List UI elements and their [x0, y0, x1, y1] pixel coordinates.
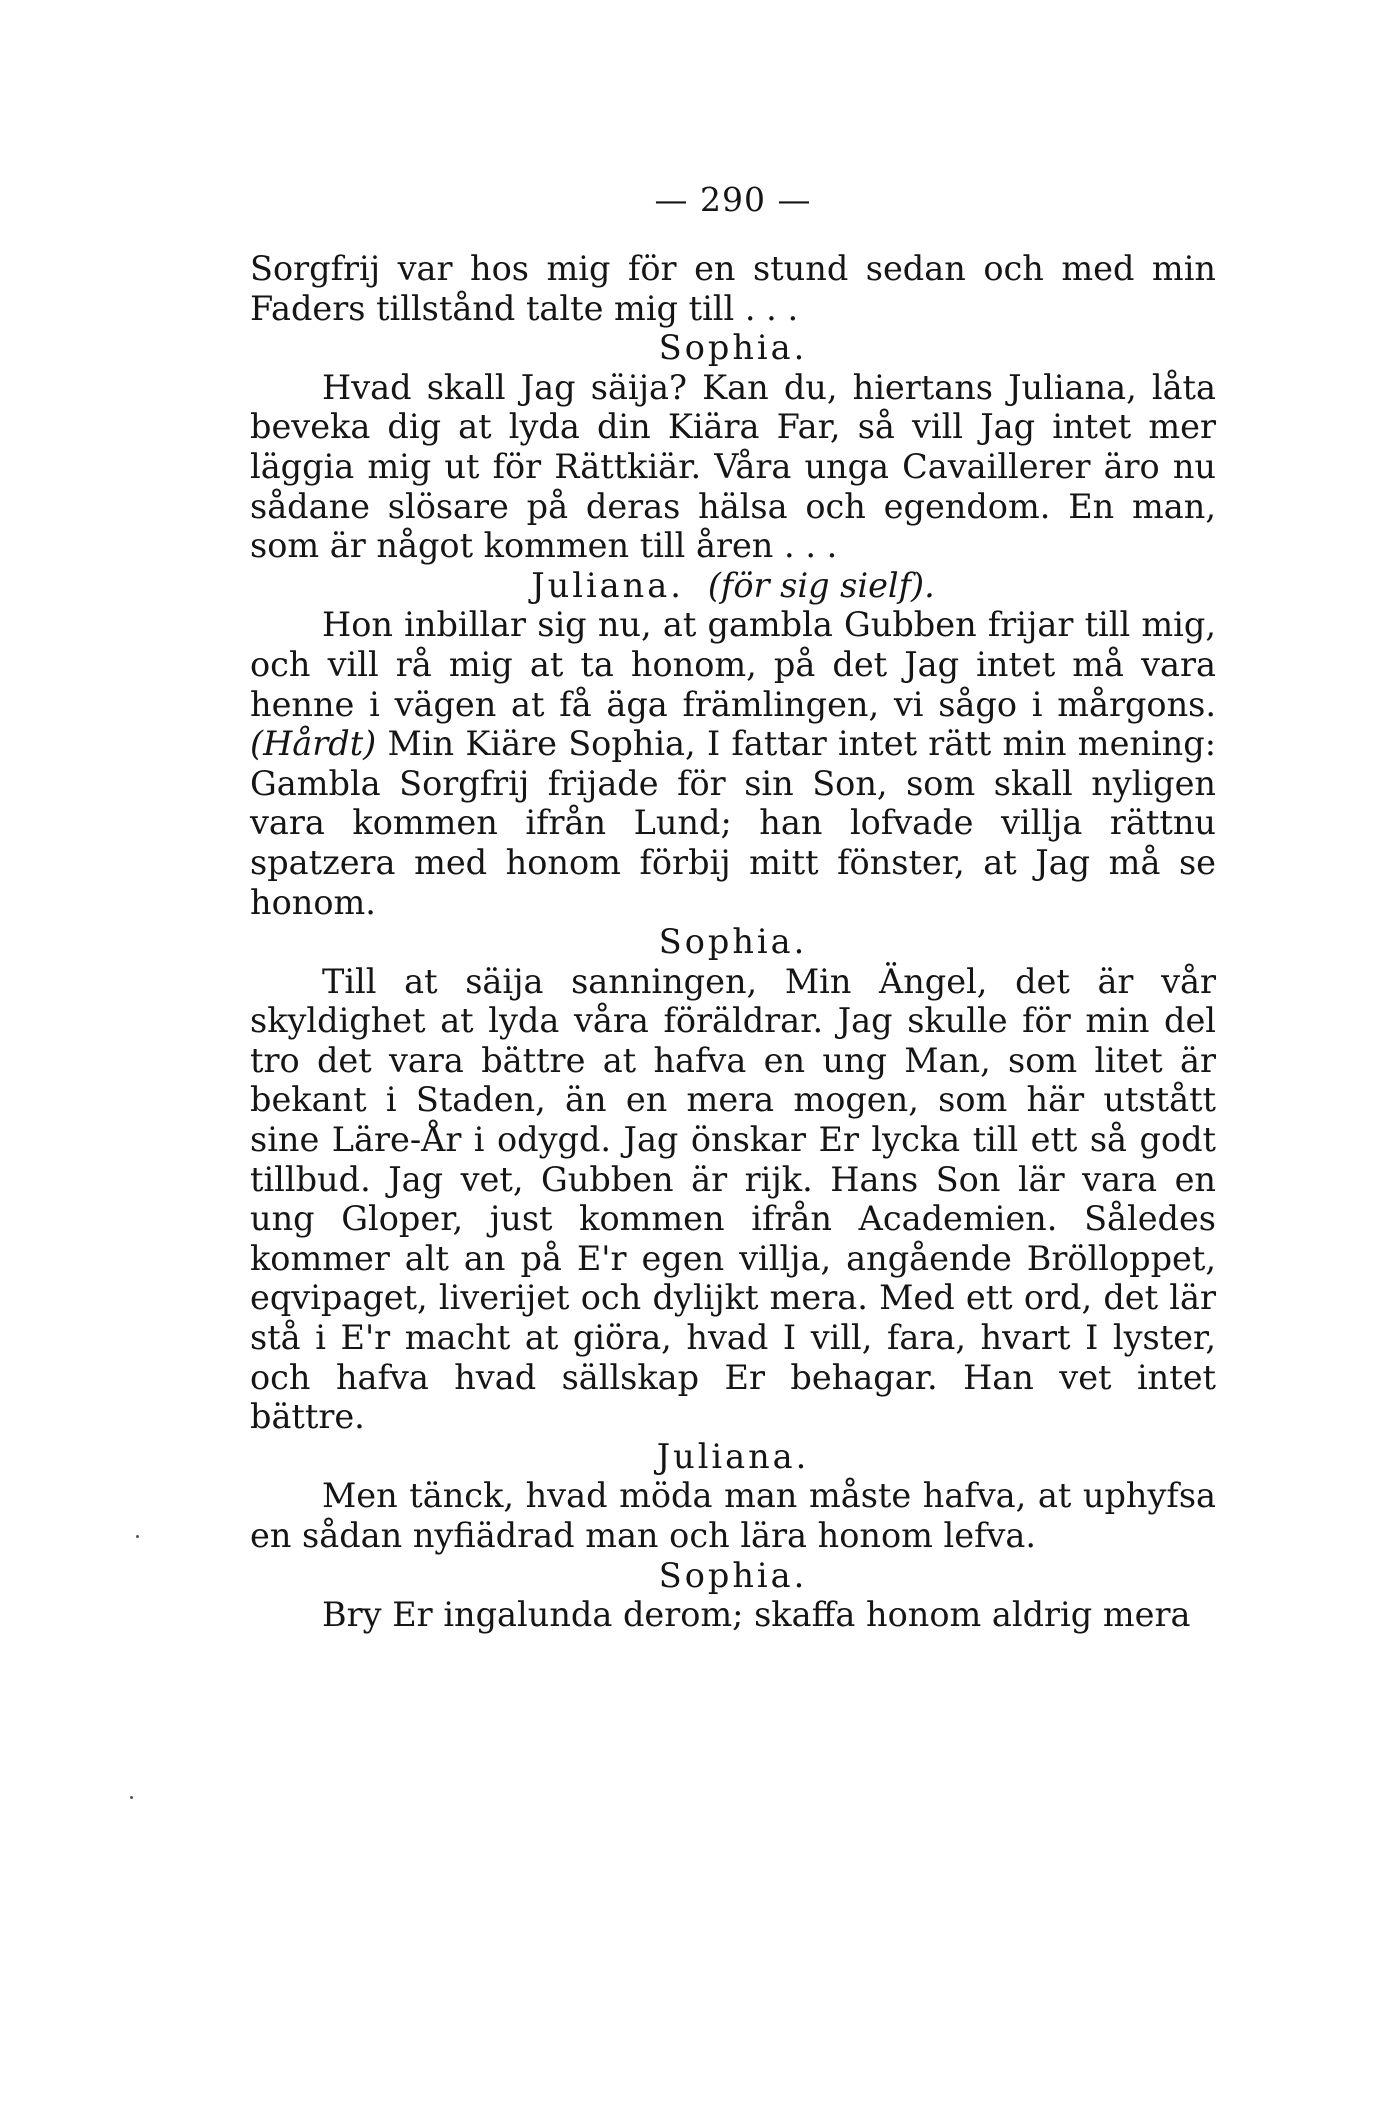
paragraph-text: Min Kiäre Sophia, I fattar intet rätt min mening: Gambla Sorgfrij frijade för sin Son, som skall nyligen vara kommen ifrån Lund; han lofvade villja rättnu spatzera med honom förbij mitt fönster, at Jag må se honom. [250, 724, 1216, 922]
dialogue-paragraph [250, 1595, 1216, 1635]
dialogue-paragraph [250, 249, 1216, 328]
paragraph-text: Bry Er ingalunda derom; skaffa honom aldrig mera [322, 1595, 1191, 1635]
dialogue-paragraph [250, 368, 1216, 566]
speaker-label: Juliana. [656, 1436, 810, 1476]
speaker-label: Juliana. [531, 565, 684, 605]
speaker-label: Sophia. [658, 328, 808, 368]
paragraph-text: Till at säija sanningen, Min Ängel, det är vår skyldighet at lyda våra föräldrar. Jag skulle för min del tro det vara bättre at hafva en ung Man, som litet är bekant i Staden, än en mera mogen, som här utstått sine Läre-År i odygd. Jag önskar Er lycka till ett så godt tillbud. Jag vet, Gubben är rijk. Hans Son lär vara en ung Gloper, just kommen ifrån Academien. Således kommer alt an på E'r egen villja, angående Brölloppet, eqvipaget, liverijet och dylijkt mera. Med ett ord, det lär stå i E'r macht at giöra, hvad I vill, fara, hvart I lyster, och hafva hvad sällskap Er behagar. Han vet intet bättre. [250, 961, 1216, 1437]
page-number: — 290 — [654, 180, 812, 219]
paragraph-text: Hon inbillar sig nu, at gambla Gubben frijar till mig, och vill rå mig at ta honom, på det Jag intet må vara henne i vägen at få äga främlingen, vi sågo i mårgons. [250, 605, 1216, 724]
paragraph-text: Sorgfrij var hos mig för en stund sedan och med min Faders tillstånd talte mig till . . . [250, 249, 1216, 328]
speaker-name [250, 922, 1216, 962]
print-speck [136, 1535, 139, 1538]
paragraph-text: Men tänck, hvad möda man måste hafva, at uphyfsa en sådan nyfiädrad man och lära honom lefva. [250, 1476, 1216, 1555]
print-speck [130, 1796, 133, 1799]
speaker-name [250, 1556, 1216, 1596]
dialogue-paragraph [250, 1476, 1216, 1555]
stage-direction: (för sig sielf). [707, 565, 935, 605]
speaker-label: Sophia. [658, 1555, 808, 1595]
dialogue-paragraph [250, 605, 1216, 922]
dialogue-paragraph [250, 962, 1216, 1437]
speaker-label: Sophia. [658, 922, 808, 962]
book-page [250, 180, 1216, 1635]
paragraph-text: Hvad skall Jag säija? Kan du, hiertans Juliana, låta beveka dig at lyda din Kiära Far, så vill Jag intet mer läggia mig ut för Rättkiär. Våra unga Cavaillerer äro nu sådane slösare på deras hälsa och egendom. En man, som är något kommen till åren . . . [250, 367, 1216, 566]
speaker-name [250, 328, 1216, 368]
speaker-name [250, 566, 1216, 606]
text-block [250, 249, 1216, 1635]
stage-direction: (Hårdt) [250, 724, 377, 764]
speaker-name [250, 1437, 1216, 1477]
